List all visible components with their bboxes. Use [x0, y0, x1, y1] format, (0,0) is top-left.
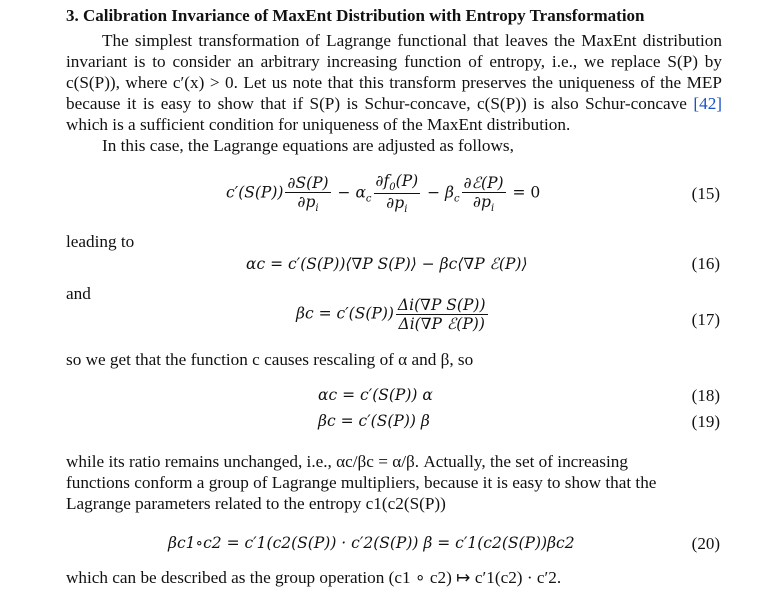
paragraph-2: In this case, the Lagrange equations are adjusted as follows,: [102, 136, 514, 155]
delta-numerator: Δi(∇P S(P)): [397, 296, 486, 314]
paragraph-1: [66, 30, 722, 135]
fraction-dE: $\frac{\text{∂ℰ(P)}}{\partial p_i}$: [463, 173, 504, 214]
equation-15-number: (15): [691, 184, 720, 203]
delta-denominator: Δi(∇P ℰ(P)): [398, 315, 485, 333]
equation-20-number: (20): [691, 534, 720, 553]
equation-19-number: (19): [691, 412, 720, 431]
leading-to-text: leading to: [66, 232, 135, 251]
equation-15: c′(S(P)) $\frac{\partial S(P)}{\partial p_i}$ − $\alpha_c$ $\frac{\partial f_0(P)}{\partial p_i}$ − $\beta_c$ $\frac{\text{∂ℰ(P)}}{\partial p_i}$ = 0: [226, 172, 541, 216]
fraction-delta: [396, 296, 488, 333]
equation-17-number: (17): [691, 310, 720, 329]
equation-20: βc1∘c2 = c′1(c2(S(P)) · c′2(S(P)) β = c′1(c2(S(P))βc2: [168, 534, 575, 552]
paragraph-1-text: The simplest transformation of Lagrange functional that leaves the MaxEnt distribution invariant is to consider an arbitrary increasing function of entropy, i.e., we replace S(P) by c(S(P)), where c′(x) > 0. Let us note that this transform preserves the uniqueness of the MEP because it is easy to show that if S(P) is Schur-concave, c(S(P)) is also Schur-concave: [66, 31, 722, 113]
ratio-line-3: Lagrange parameters related to the entropy c1(c2(S(P)): [66, 494, 446, 513]
section-title: 3. Calibration Invariance of MaxEnt Distribution with Entropy Transformation: [66, 6, 645, 25]
paragraph-1-end: which is a sufficient condition for uniqueness of the MaxEnt distribution.: [66, 115, 571, 134]
fraction-dS: $\frac{\partial S(P)}{\partial p_i}$: [287, 173, 329, 214]
ratio-line-1: while its ratio remains unchanged, i.e., αc/βc = α/β. Actually, the set of increasing: [66, 452, 628, 471]
citation-link[interactable]: [42]: [693, 94, 723, 113]
group-operation-text: which can be described as the group operation (c1 ∘ c2) ↦ c′1(c2) · c′2.: [66, 568, 562, 587]
equation-16: αc = c′(S(P))⟨∇P S(P)⟩ − βc⟨∇P ℰ(P)⟩: [246, 255, 528, 273]
fraction-df0: $\frac{\partial f_0(P)}{\partial p_i}$: [375, 172, 419, 216]
equation-18-number: (18): [691, 386, 720, 405]
and-text: and: [66, 284, 91, 303]
equation-19: βc = c′(S(P)) β: [318, 412, 430, 430]
equation-17: [296, 296, 490, 333]
equation-18: αc = c′(S(P)) α: [318, 386, 433, 404]
equation-16-number: (16): [691, 254, 720, 273]
ratio-line-2: functions conform a group of Lagrange multipliers, because it is easy to show that the: [66, 473, 657, 492]
rescaling-text: so we get that the function c causes rescaling of α and β, so: [66, 350, 474, 369]
equation-17-lhs: βc = c′(S(P)): [296, 304, 394, 323]
